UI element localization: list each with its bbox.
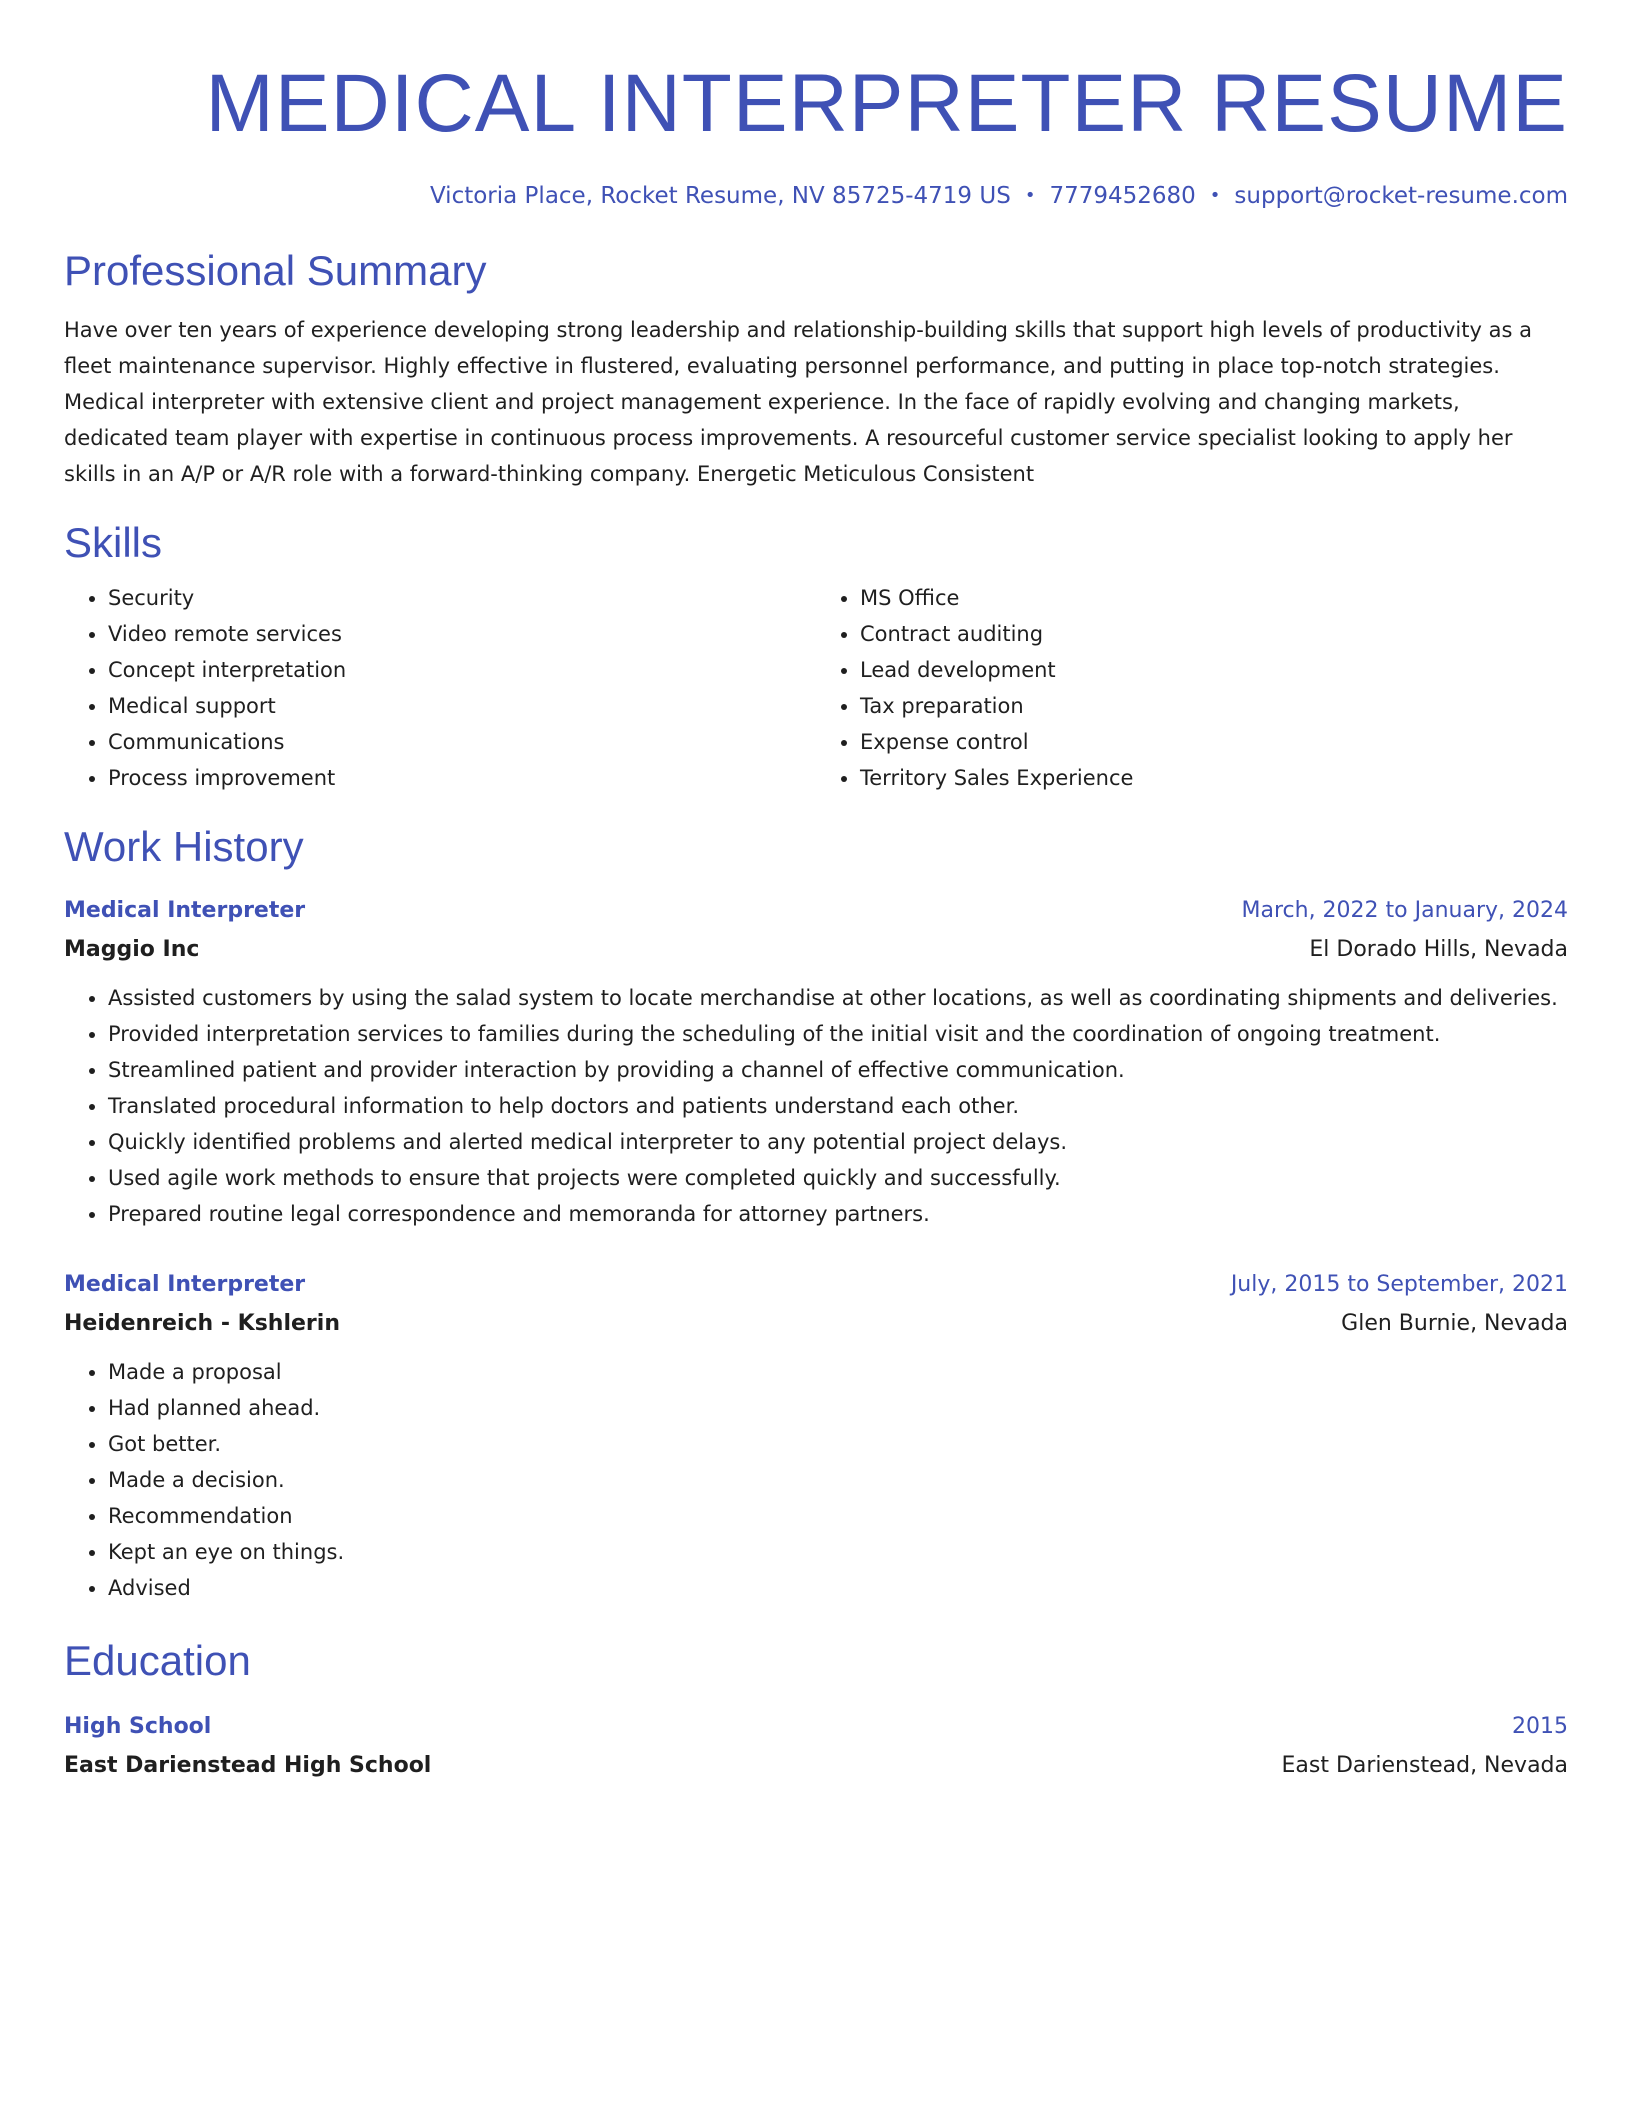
job-header-row	[64, 1266, 1568, 1304]
job-entry	[64, 1266, 1568, 1606]
list-item: • Got better.	[108, 1426, 1568, 1462]
school-name: East Darienstead High School	[64, 1753, 432, 1778]
job-company-row	[64, 1304, 1568, 1344]
skill-item: • Video remote services	[108, 616, 816, 652]
list-item: • Used agile work methods to ensure that projects were completed quickly and successfully.	[108, 1160, 1568, 1196]
skill-item: • Concept interpretation	[108, 652, 816, 688]
education-school-row	[64, 1746, 1568, 1786]
contact-line	[64, 180, 1568, 212]
address: Victoria Place, Rocket Resume, NV 85725-4719 US	[429, 183, 1011, 209]
company-name: Heidenreich - Kshlerin	[64, 1311, 340, 1336]
job-bullets	[64, 980, 1568, 1232]
list-item: • Provided interpretation services to families during the scheduling of the initial visit and the coordination of ongoing treatment.	[108, 1016, 1568, 1052]
job-company-row	[64, 930, 1568, 970]
list-item: • Made a decision.	[108, 1462, 1568, 1498]
skill-item: • Medical support	[108, 688, 816, 724]
phone: 7779452680	[1049, 183, 1196, 209]
job-dates: March, 2022 to January, 2024	[1241, 898, 1568, 923]
skill-item: • Contract auditing	[860, 616, 1568, 652]
list-item: • Quickly identified problems and alerted medical interpreter to any potential project delays.	[108, 1124, 1568, 1160]
list-item: • Made a proposal	[108, 1354, 1568, 1390]
education-header-row	[64, 1708, 1568, 1746]
job-entry	[64, 892, 1568, 1232]
list-item: • Recommendation	[108, 1498, 1568, 1534]
skill-item: • MS Office	[860, 580, 1568, 616]
summary-text: Have over ten years of experience developing strong leadership and relationship-building skills that support high levels of productivity as a fleet maintenance supervisor. Highly effective in flustered, evaluating personnel performance, and putting in place top-notch strategies. Medical interpreter with extensive client and project management experience. In the face of rapidly evolving and changing markets, dedicated team player with expertise in continuous process improvements. A resourceful customer service specialist looking to apply her skills in an A/P or A/R role with a forward-thinking company. Energetic Meticulous Consistent	[64, 318, 1532, 486]
skill-item: • Expense control	[860, 724, 1568, 760]
graduation-year: 2015	[1512, 1714, 1568, 1739]
separator-2: •	[1209, 185, 1221, 206]
list-item: • Assisted customers by using the salad system to locate merchandise at other locations, as well as coordinating shipments and deliveries.	[108, 980, 1568, 1016]
job-header-row	[64, 892, 1568, 930]
email-link[interactable]: support@rocket-resume.com	[1234, 183, 1568, 209]
skill-item: • Security	[108, 580, 816, 616]
resume-title: MEDICAL INTERPRETER RESUME	[205, 58, 1568, 149]
list-item: • Prepared routine legal correspondence and memoranda for attorney partners.	[108, 1196, 1568, 1232]
job-title: Medical Interpreter	[64, 1272, 306, 1297]
list-item: • Advised	[108, 1570, 1568, 1606]
skill-item: • Territory Sales Experience	[860, 760, 1568, 796]
skill-item: • Lead development	[860, 652, 1568, 688]
summary-heading: Professional Summary	[64, 247, 487, 294]
skill-item: • Tax preparation	[860, 688, 1568, 724]
company-name: Maggio Inc	[64, 937, 200, 962]
skills-list-left	[64, 580, 816, 796]
job-dates: July, 2015 to September, 2021	[1230, 1272, 1568, 1297]
list-item: • Streamlined patient and provider interaction by providing a channel of effective communication.	[108, 1052, 1568, 1088]
skill-item: • Communications	[108, 724, 816, 760]
summary-section	[64, 246, 1568, 492]
list-item: • Had planned ahead.	[108, 1390, 1568, 1426]
skills-columns	[64, 580, 1568, 796]
education-heading: Education	[64, 1637, 251, 1684]
job-bullets	[64, 1354, 1568, 1606]
education-entry	[64, 1708, 1568, 1786]
work-history-heading: Work History	[64, 823, 304, 870]
skill-item: • Process improvement	[108, 760, 816, 796]
job-title: Medical Interpreter	[64, 898, 306, 923]
skills-heading: Skills	[64, 519, 163, 566]
job-location: Glen Burnie, Nevada	[1341, 1311, 1568, 1336]
school-location: East Darienstead, Nevada	[1281, 1753, 1568, 1778]
separator-1: •	[1024, 185, 1036, 206]
skills-section	[64, 518, 1568, 796]
list-item: • Translated procedural information to help doctors and patients understand each other.	[108, 1088, 1568, 1124]
skills-list-right	[816, 580, 1568, 796]
job-location: El Dorado Hills, Nevada	[1309, 937, 1568, 962]
resume-header	[64, 56, 1568, 212]
education-section	[64, 1636, 1568, 1786]
degree: High School	[64, 1714, 212, 1739]
list-item: • Kept an eye on things.	[108, 1534, 1568, 1570]
work-history-section	[64, 822, 1568, 1606]
